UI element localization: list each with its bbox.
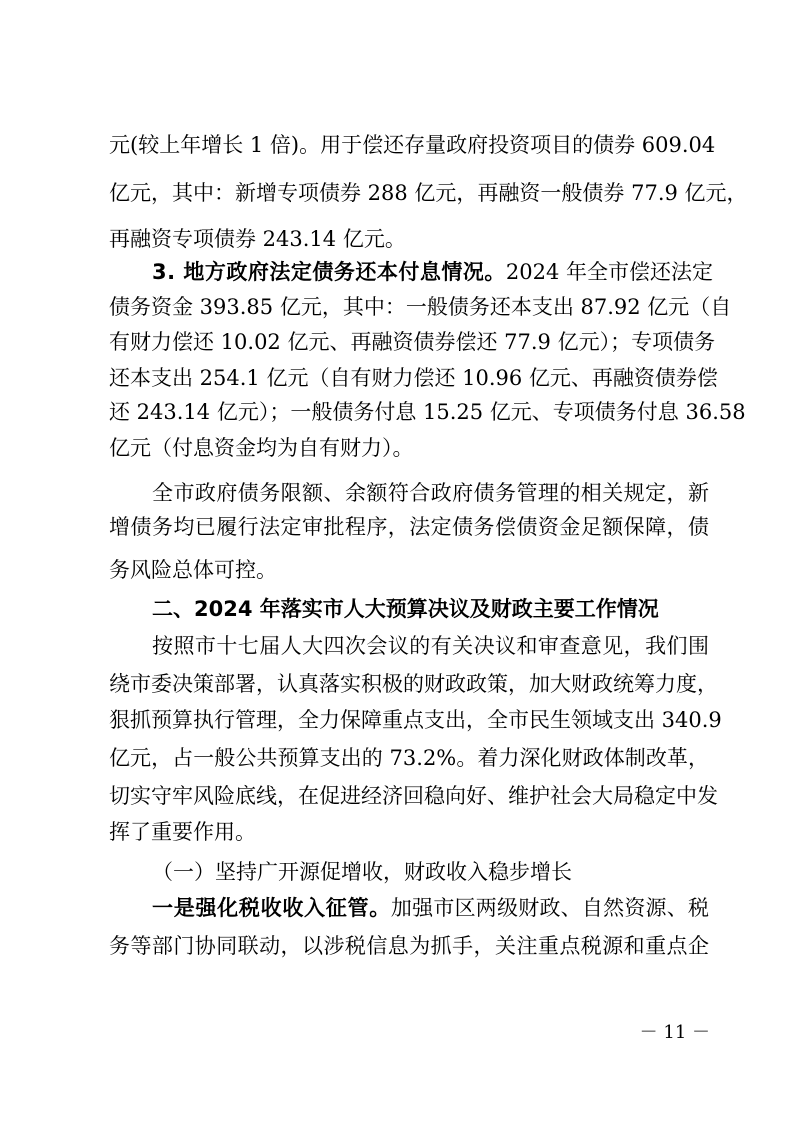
text-line: 有财力偿还 10.02 亿元、再融资债券偿还 77.9 亿元）；专项债务 [109,330,716,354]
text-line: 债务资金 393.85 亿元，其中：一般债务还本支出 87.92 亿元（自 [109,295,732,319]
text-span: 加强市区两级财政、自然资源、税 [390,896,710,920]
text-line: 增债务均已履行法定审批程序，法定债务偿债资金足额保障，债 [109,515,709,539]
text-line: 务等部门协同联动，以涉税信息为抓手，关注重点税源和重点企 [109,934,709,958]
text-line: 还本支出 254.1 亿元（自有财力偿还 10.96 亿元、再融资债券偿 [109,366,718,390]
text-line: 再融资专项债券 243.14 亿元。 [109,227,406,251]
paragraph-first-line [152,891,709,925]
text-line: 按照市十七届人大四次会议的有关决议和审查意见，我们围 [152,634,709,658]
text-line: 务风险总体可控。 [109,558,277,582]
text-line: 元(较上年增长 1 倍)。用于偿还存量政府投资项目的债券 609.04 [109,133,716,157]
paragraph-first-line [152,255,714,289]
text-line: 亿元，占一般公共预算支出的 73.2%。着力深化财政体制改革， [109,746,709,770]
text-line: 亿元（付息资金均为自有财力）。 [109,436,414,460]
text-span: 2024 年全市偿还法定 [505,260,714,284]
text-line: 亿元，其中：新增专项债券 288 亿元，再融资一般债券 77.9 亿元， [109,181,748,205]
page-number: － 11 － [639,1022,710,1043]
text-line: 还 243.14 亿元）；一般债务付息 15.25 亿元、专项债务付息 36.58 [109,400,746,424]
bold-lead-in: 3. 地方政府法定债务还本付息情况。 [152,260,506,284]
subsection-heading: （一）坚持广开源促增收，财政收入稳步增长 [152,860,572,884]
text-line: 切实守牢风险底线，在促进经济回稳向好、维护社会大局稳定中发 [109,784,718,808]
text-line: 狠抓预算执行管理，全力保障重点支出，全市民生领域支出 340.9 [109,708,722,732]
text-line: 全市政府债务限额、余额符合政府债务管理的相关规定，新 [152,481,709,505]
section-heading: 二、2024 年落实市人大预算决议及财政主要工作情况 [152,597,659,621]
text-line: 绕市委决策部署，认真落实积极的财政政策，加大财政统筹力度， [109,672,718,696]
text-line: 挥了重要作用。 [109,820,256,844]
bold-lead-in: 一是强化税收收入征管。 [152,896,391,920]
